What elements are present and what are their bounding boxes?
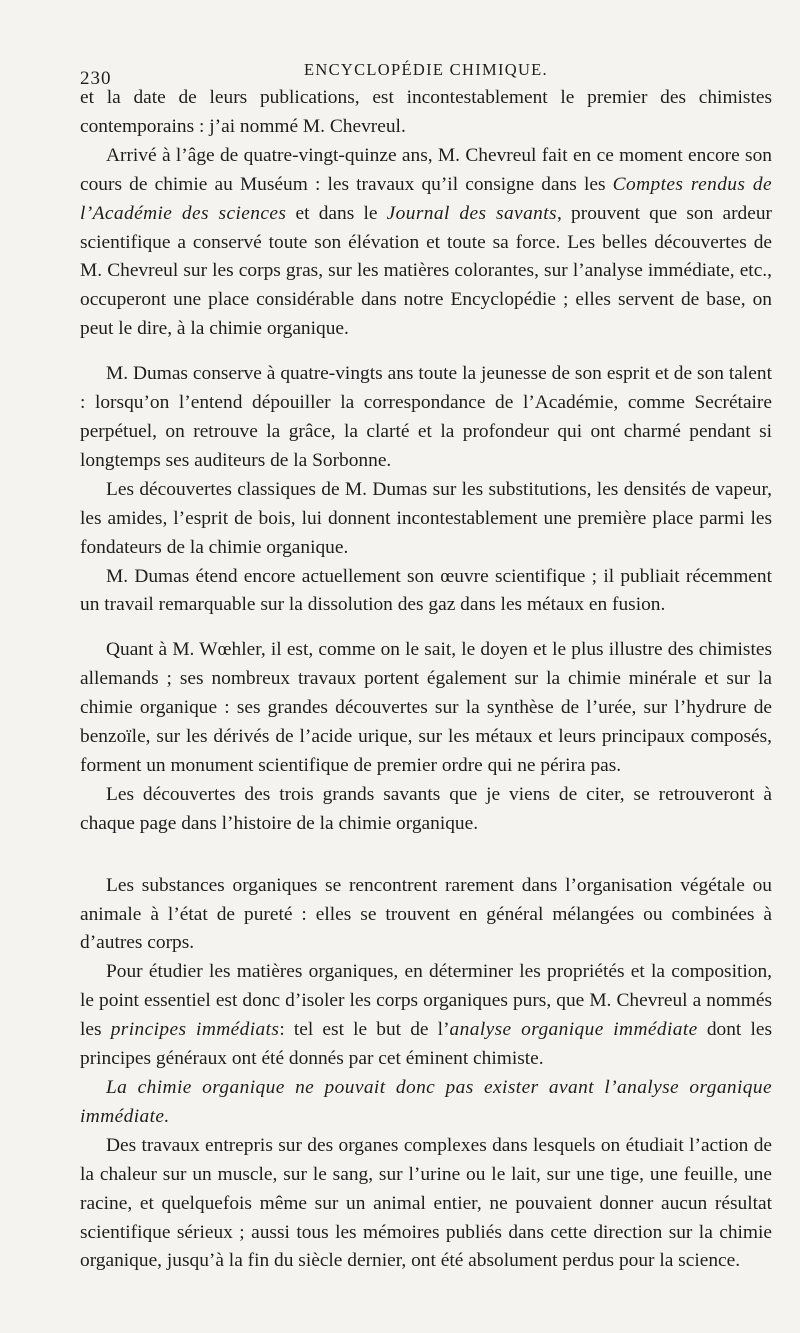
paragraph-three-savants: Les découvertes des trois grands savants que je viens de citer, se retrouveront à chaque page dans l’histoire de la chimie organique. (80, 783, 772, 834)
italic-journal-des-savants: Journal des savants (386, 202, 557, 224)
paragraph-woehler: Quant à M. Wœhler, il est, comme on le sait, le doyen et le plus illustre des chimistes allemands ; ses nombreux travaux portent également sur la chimie minérale et sur la chimie organique : ses grandes découvertes sur la synthèse de l’urée, sur l’hydrure de benzoïle, sur les dérivés de l’acide urique, sur les métaux et leurs principaux composés, forment un monument scientifique de premier ordre qui ne périra pas. (80, 639, 772, 776)
italic-principes-immediats: principes immédiats (110, 1019, 280, 1041)
paragraph-complex-organs: Des travaux entrepris sur des organes complexes dans lesquels on étudiait l’action de la chaleur sur un muscle, sur le sang, sur l’urine ou le lait, sur une tige, une feuille, une racine, et quelquefois même sur un animal entier, ne pouvaient donner aucun résultat scientifique sérieux ; aussi tous les mémoires publiés dans cette direction sur la chimie organique, jusqu’à la fin du siècle dernier, ont été absolument perdus pour la science. (80, 1134, 772, 1272)
paragraph-continuation: et la date de leurs publications, est incontestablement le premier des chimistes contemporains : j’ai nommé M. Chevreul. (80, 87, 772, 137)
paragraph-dumas-recent: M. Dumas étend encore actuellement son œuvre scientifique ; il publiait récemment un travail remarquable sur la dissolution des gaz dans les métaux en fusion. (80, 565, 772, 616)
page-number: 230 (80, 68, 112, 89)
running-title: ENCYCLOPÉDIE CHIMIQUE. (303, 60, 548, 79)
italic-comptes-rendus: Comptes rendus de l’Académie des sciences (80, 173, 772, 224)
paragraph-immediate-principles: Pour étudier les matières organiques, en déterminer les propriétés et la composition, le point essentiel est donc d’isoler les corps organiques purs, que M. Chevreul a nommés les principes immédiats: tel est le but de l’analyse organique immédiate dont les principes généraux ont été donnés par cet éminent chimiste. (80, 961, 772, 1070)
paragraph-organic-substances: Les substances organiques se rencontrent rarement dans l’organisation végétale ou animale à l’état de pureté : elles se trouvent en général mélangées ou combinées à d’autres corps. (80, 874, 772, 954)
paragraph-italic-statement: La chimie organique ne pouvait donc pas exister avant l’analyse organique immédiate. (80, 1077, 772, 1127)
paragraph-dumas-talent: M. Dumas conserve à quatre-vingts ans toute la jeunesse de son esprit et de son talent : lorsqu’on l’entend dépouiller la correspondance de l’Académie, comme Secrétaire perpétuel, on retrouve la grâce, la clarté et la profondeur qui ont charmé pendant si longtemps ses auditeurs de la Sorbonne. (80, 363, 772, 471)
paragraph-chevreul: Arrivé à l’âge de quatre-vingt-quinze ans, M. Chevreul fait en ce moment encore son cours de chimie au Muséum : les travaux qu’il consigne dans les Comptes rendus de l’Académie des sciences et dans le Journal des savants, prouvent que son ardeur scientifique a conservé toute son élévation et toute sa force. Les belles découvertes de M. Chevreul sur les corps gras, sur les matières colorantes, sur l’analyse immédiate, etc., occuperont une place considérable dans notre Encyclopédie ; elles servent de base, on peut le dire, à la chimie organique. (80, 144, 773, 340)
paragraph-dumas-discoveries: Les découvertes classiques de M. Dumas sur les substitutions, les densités de vapeur, les amides, l’esprit de bois, lui donnent incontestablement une première place parmi les fondateurs de la chimie organique. (80, 478, 772, 558)
running-head (80, 50, 772, 89)
italic-analyse-organique: analyse organique immédiate (449, 1019, 698, 1041)
